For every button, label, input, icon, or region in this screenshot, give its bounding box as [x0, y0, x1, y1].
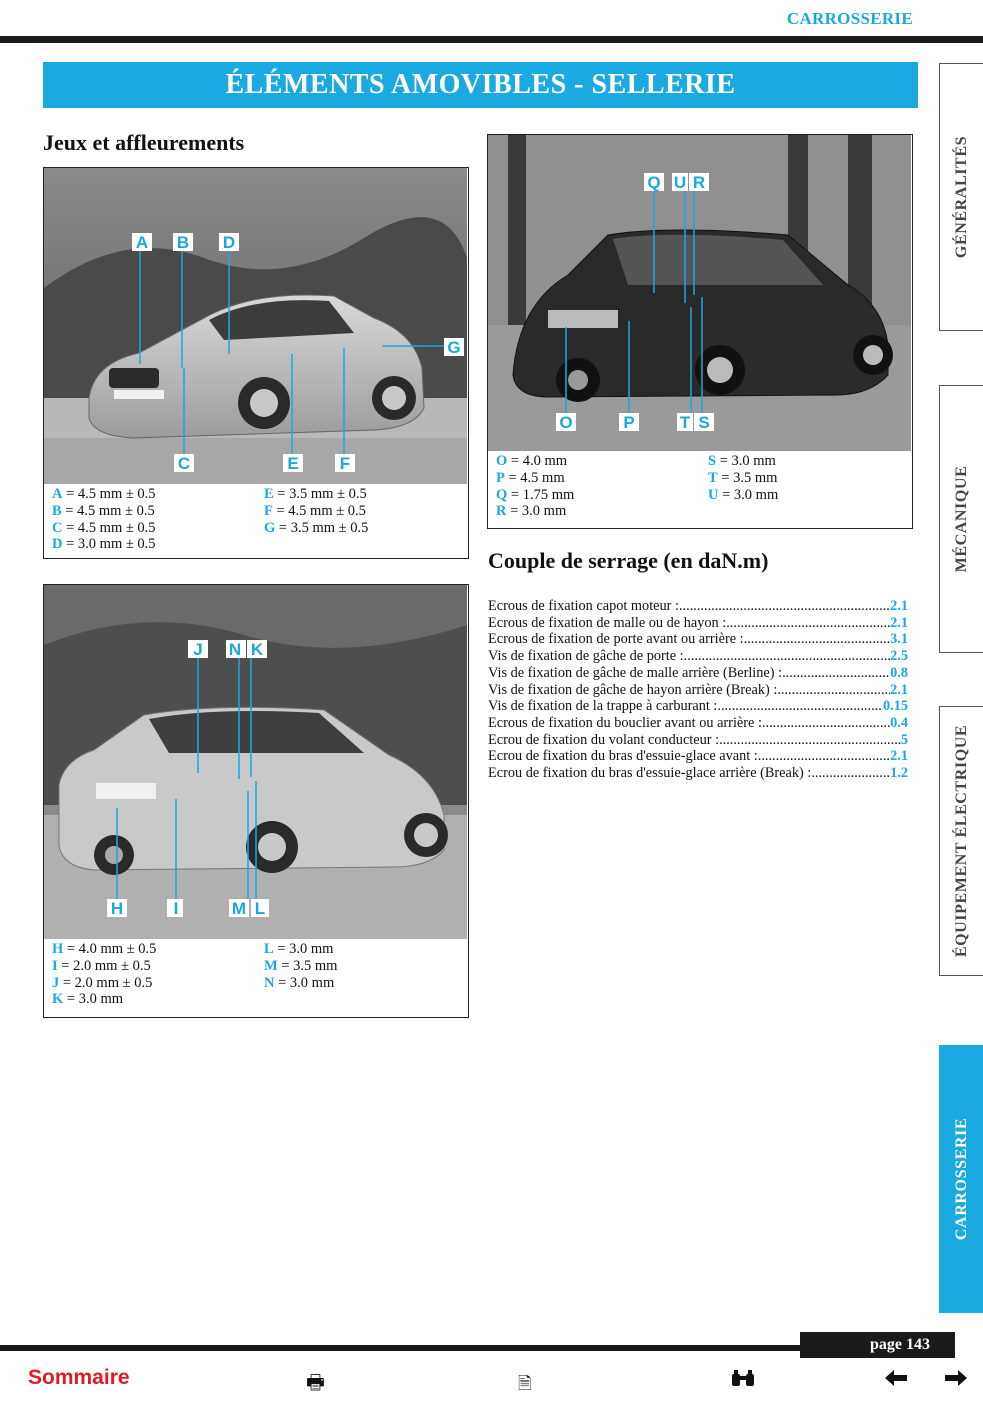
bottom-rule [0, 1345, 800, 1351]
photo-rear-sedan [44, 585, 467, 939]
tag-f: F [339, 454, 351, 473]
tag-l: L [254, 899, 266, 918]
values-left-fig3 [52, 941, 156, 1008]
binoculars-icon[interactable] [731, 1368, 755, 1393]
tag-d: D [222, 233, 236, 252]
torque-row: Vis de fixation de la trappe à carburant : ..... 0.15 [488, 698, 908, 715]
value-row: L = 3.0 mm [264, 941, 334, 957]
tag-p: P [623, 413, 635, 432]
page-title-banner: ÉLÉMENTS AMOVIBLES - SELLERIE [43, 62, 918, 108]
tab-equipement-electrique[interactable] [939, 706, 983, 976]
tab-label: MÉCANIQUE [952, 465, 970, 573]
value-row: J = 2.0 mm ± 0.5 [52, 974, 153, 991]
torque-row: Ecrous de fixation du bouclier avant ou arrière : ..... 0.4 [488, 715, 908, 732]
value-row: C = 4.5 mm ± 0.5 [52, 519, 156, 536]
torque-row: Vis de fixation de gâche de malle arrière (Berline) : ..... 0.8 [488, 665, 908, 682]
torque-row: Vis de fixation de gâche de porte : ..... 2.5 [488, 648, 908, 665]
torque-list [488, 598, 908, 782]
torque-row: Ecrous de fixation de porte avant ou arrière : ..... 3.1 [488, 631, 908, 648]
value-row: A = 4.5 mm ± 0.5 [52, 486, 156, 502]
arrow-left-icon[interactable] [885, 1368, 907, 1392]
value-row: S = 3.0 mm [708, 453, 776, 469]
tab-label: GÉNÉRALITÉS [952, 135, 970, 259]
sommaire-link[interactable]: Sommaire [28, 1366, 130, 1389]
photo-front-sedan [44, 168, 467, 484]
tab-generalites[interactable] [939, 63, 983, 331]
tab-label: CARROSSERIE [952, 1117, 970, 1241]
torque-row: Ecrou de fixation du bras d'essuie-glace arrière (Break) : ..... 1.2 [488, 765, 908, 782]
tag-c: C [177, 454, 191, 473]
tag-k: K [250, 640, 264, 659]
figure-front-sedan [43, 167, 469, 559]
print-icon[interactable]: 🖶 [306, 1370, 325, 1394]
value-row: H = 4.0 mm ± 0.5 [52, 941, 157, 957]
value-row: N = 3.0 mm [264, 974, 335, 991]
tag-s: S [698, 413, 710, 432]
tag-u: U [673, 173, 687, 192]
section-title-gaps: Jeux et affleurements [43, 130, 245, 155]
tab-carrosserie[interactable] [939, 1045, 983, 1313]
figure-rear-sedan [43, 584, 469, 1018]
value-row: M = 3.5 mm [264, 957, 338, 974]
tag-e: E [287, 454, 299, 473]
tag-t: T [679, 413, 691, 432]
tag-j: J [193, 640, 203, 659]
section-header: CARROSSERIE [786, 9, 913, 28]
value-row: U = 3.0 mm [708, 486, 779, 503]
value-row: Q = 1.75 mm [496, 486, 575, 503]
tag-i: I [173, 899, 179, 918]
tag-r: R [692, 173, 706, 192]
tab-label: ÉQUIPEMENT ÉLECTRIQUE [952, 724, 970, 958]
value-row: P = 4.5 mm [496, 469, 565, 486]
values-left-fig2 [496, 453, 574, 520]
tag-a: A [135, 233, 149, 252]
top-rule [0, 36, 983, 43]
page-number: page 143 [870, 1336, 930, 1353]
value-row: F = 4.5 mm ± 0.5 [264, 502, 366, 519]
torque-row: Ecrous de fixation capot moteur : ..... 2.1 [488, 598, 908, 615]
value-row: R = 3.0 mm [496, 503, 567, 520]
value-row: I = 2.0 mm ± 0.5 [52, 957, 151, 974]
value-row: E = 3.5 mm ± 0.5 [264, 486, 367, 502]
torque-row: Ecrous de fixation de malle ou de hayon : ..... 2.1 [488, 615, 908, 632]
value-row: B = 4.5 mm ± 0.5 [52, 502, 155, 519]
value-row: K = 3.0 mm [52, 991, 124, 1008]
values-right-fig3 [264, 941, 337, 991]
figure-rear-break [487, 134, 913, 529]
value-row: G = 3.5 mm ± 0.5 [264, 519, 369, 536]
tag-g: G [447, 338, 461, 357]
value-row: D = 3.0 mm ± 0.5 [52, 536, 156, 553]
values-right-fig2 [708, 453, 778, 503]
torque-row: Ecrou de fixation du bras d'essuie-glace avant : ..... 2.1 [488, 748, 908, 765]
torque-row: Ecrou de fixation du volant conducteur : ..... 5 [488, 732, 908, 749]
tag-q: Q [647, 173, 661, 192]
values-left-fig1 [52, 486, 156, 553]
tag-h: H [110, 899, 124, 918]
torque-row: Vis de fixation de gâche de hayon arrière (Break) : ..... 2.1 [488, 682, 908, 699]
values-right-fig1 [264, 486, 368, 536]
tag-b: B [176, 233, 190, 252]
photo-rear-break [488, 135, 911, 451]
value-row: T = 3.5 mm [708, 469, 778, 486]
value-row: O = 4.0 mm [496, 453, 568, 469]
document-icon[interactable]: 🗎 [518, 1374, 532, 1394]
tag-m: M [231, 899, 247, 918]
arrow-right-icon[interactable] [945, 1368, 967, 1392]
section-title-torque: Couple de serrage (en daN.m) [488, 548, 769, 573]
tag-o: O [559, 413, 573, 432]
tab-mecanique[interactable] [939, 385, 983, 653]
tag-n: N [228, 640, 242, 659]
